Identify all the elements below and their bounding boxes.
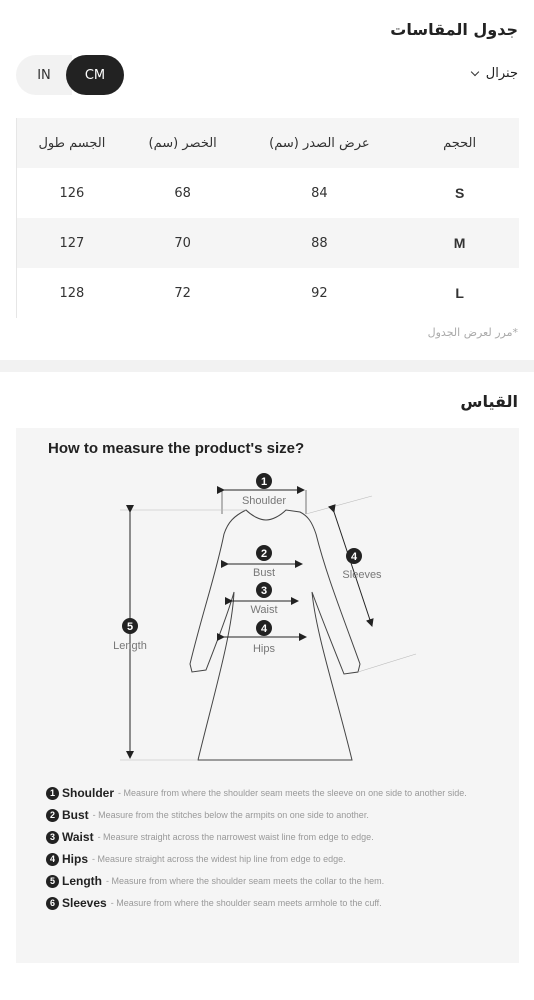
bust-num: 2 <box>260 548 268 560</box>
length-label: Length <box>113 640 147 652</box>
header-length: الجسم طول <box>38 135 106 151</box>
legend-num: 2 <box>46 809 59 822</box>
legend-name: Sleeves <box>62 896 107 910</box>
hips-num: 4 <box>260 623 268 635</box>
sleeves-num: 4 <box>350 551 358 563</box>
cell-length: 126 <box>59 185 85 201</box>
size-table <box>16 118 519 318</box>
header-bust: عرض الصدر (سم) <box>269 135 370 151</box>
cell-size: L <box>455 285 464 301</box>
legend-name: Bust <box>62 808 89 822</box>
header-waist: الخصر (سم) <box>148 135 217 151</box>
legend-num: 3 <box>46 831 59 844</box>
measure-legend <box>46 786 506 918</box>
legend-item-hips <box>46 852 506 867</box>
table-row <box>17 268 519 318</box>
legend-name: Waist <box>62 830 94 844</box>
legend-desc: - Measure from where the shoulder seam meets the collar to the hem. <box>106 876 385 886</box>
cell-waist: 68 <box>174 185 191 201</box>
legend-item-waist <box>46 830 506 845</box>
waist-num: 3 <box>260 585 268 597</box>
measure-heading: How to measure the product's size? <box>48 440 305 457</box>
dress-outline <box>190 510 360 760</box>
legend-desc: - Measure from where the shoulder seam meets armhole to the cuff. <box>110 898 382 908</box>
size-chart-title: جدول المقاسات <box>390 20 518 39</box>
legend-desc: - Measure straight across the widest hip line from edge to edge. <box>92 854 346 864</box>
legend-item-length <box>46 874 506 889</box>
legend-name: Length <box>62 874 102 888</box>
legend-desc: - Measure straight across the narrowest waist line from edge to edge. <box>97 832 374 842</box>
measure-guide-card <box>16 428 519 963</box>
cell-waist: 70 <box>174 235 191 251</box>
region-dropdown[interactable] <box>472 66 518 81</box>
chevron-down-icon <box>471 67 479 75</box>
table-row <box>17 218 519 268</box>
bust-label: Bust <box>252 567 276 579</box>
hips-label: Hips <box>252 643 276 655</box>
legend-item-shoulder <box>46 786 506 801</box>
region-label: جنرال <box>485 66 518 81</box>
header-size: الحجم <box>443 135 477 151</box>
table-row <box>17 168 519 218</box>
measure-section-title: القياس <box>460 392 518 411</box>
cell-bust: 92 <box>311 285 328 301</box>
table-header-row <box>17 118 519 168</box>
cell-length: 127 <box>59 235 85 251</box>
legend-name: Hips <box>62 852 89 866</box>
legend-desc: - Measure from where the shoulder seam meets the sleeve on one side to another side. <box>118 788 467 798</box>
unit-toggle <box>16 55 138 95</box>
legend-item-bust <box>46 808 506 823</box>
section-divider <box>0 360 534 372</box>
cell-bust: 84 <box>311 185 328 201</box>
size-chart-section <box>0 0 534 360</box>
cell-waist: 72 <box>174 285 191 301</box>
legend-item-sleeves <box>46 896 506 911</box>
unit-cm-button[interactable]: CM <box>66 55 124 95</box>
legend-num: 4 <box>46 853 59 866</box>
legend-name: Shoulder <box>62 786 115 800</box>
cell-size: S <box>454 185 465 201</box>
cell-size: M <box>453 235 466 251</box>
sleeves-label: Sleeves <box>342 569 382 581</box>
shoulder-num: 1 <box>260 476 268 488</box>
unit-in-button[interactable]: IN <box>16 55 72 95</box>
shoulder-label: Shoulder <box>241 495 287 507</box>
cell-bust: 88 <box>311 235 328 251</box>
waist-label: Waist <box>250 604 278 616</box>
legend-num: 5 <box>46 875 59 888</box>
legend-num: 1 <box>46 787 59 800</box>
dress-diagram <box>16 464 519 774</box>
legend-num: 6 <box>46 897 59 910</box>
legend-desc: - Measure from the stitches below the armpits on one side to another. <box>92 810 369 820</box>
cell-length: 128 <box>59 285 85 301</box>
length-num: 5 <box>126 621 134 633</box>
scroll-hint: *مرر لعرض الجدول <box>427 326 518 339</box>
